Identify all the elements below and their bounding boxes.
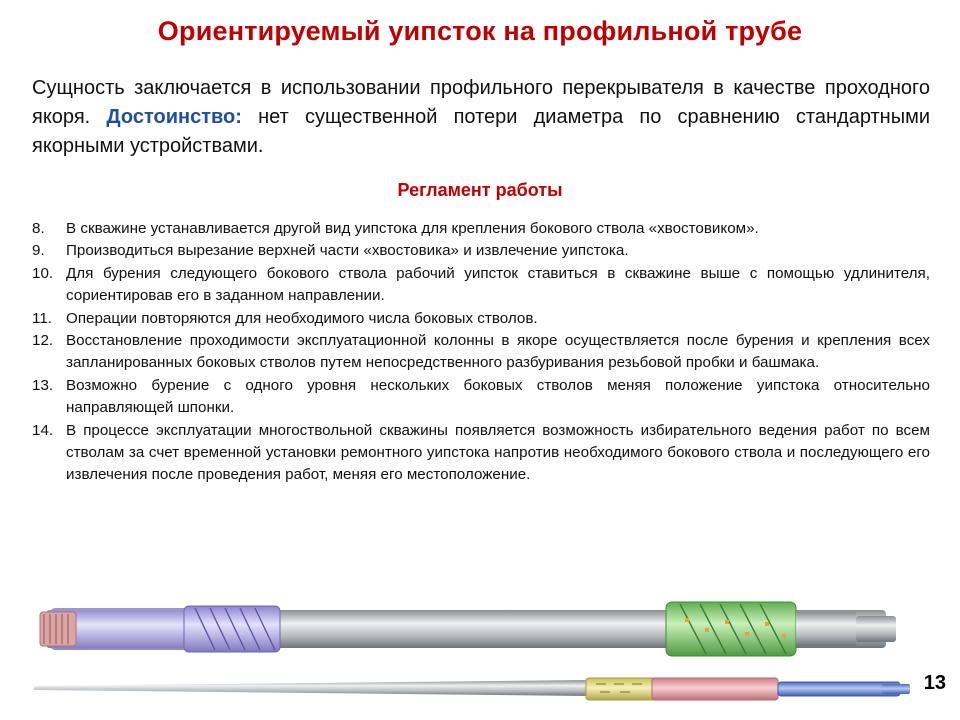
whipstock-tool-illustration <box>30 598 930 704</box>
page-number: 13 <box>923 672 946 694</box>
lower-tool-assembly <box>34 678 910 700</box>
step-number: 14. <box>32 421 54 439</box>
step-text: Производиться вырезание верхней части «хвостовика» и извлечение уипстока. <box>66 242 629 260</box>
step-number: 9. <box>32 242 45 260</box>
intro-text: Сущность заключается в использовании профильного перекрывателя в качестве проходного якоря. <box>32 77 930 128</box>
list-item <box>32 330 930 375</box>
step-number: 12. <box>32 332 54 350</box>
list-item <box>32 240 930 262</box>
threaded-end-section <box>40 612 76 646</box>
green-whipstock-section <box>666 602 796 656</box>
tapered-pipe-body <box>34 680 590 696</box>
step-text: Для бурения следующего бокового ствола рабочий уипсток ставиться в скважине выше с помощью удлинителя, сориентировав его в заданном направлении. <box>66 264 930 305</box>
list-item <box>32 375 930 420</box>
step-text: Операции повторяются для необходимого числа боковых стволов. <box>66 309 538 327</box>
section-heading: Регламент работы <box>397 180 563 200</box>
step-number: 11. <box>32 309 52 327</box>
intro-accent-label: Достоинство: <box>106 106 242 128</box>
step-text: Восстановление проходимости эксплуатационной колонны в якоре осуществляется после бурения и крепления всех запланированных боковых стволов путем непосредственного разбуривания резьбовой пробки и башмака. <box>66 332 930 372</box>
step-text: Возможно бурение с одного уровня нескольких боковых стволов меняя положение уипстока относительно направляющей шпонки. <box>66 376 930 417</box>
pink-section <box>652 678 778 700</box>
blue-section <box>778 682 900 696</box>
list-item <box>32 308 930 330</box>
blue-tip <box>882 684 910 694</box>
yellow-section <box>586 678 656 700</box>
intro-text-continued: нет существенной потери диаметра по сравнению стандартными якорными устройствами. <box>32 106 931 157</box>
list-item <box>32 263 930 308</box>
list-item <box>32 218 930 240</box>
step-number: 8. <box>32 220 45 237</box>
step-text: В скважине устанавливается другой вид уипстока для крепления бокового ствола «хвостовиком». <box>66 220 759 237</box>
step-number: 10. <box>32 264 54 282</box>
pipe-neck <box>796 612 856 646</box>
intro-paragraph <box>32 74 930 161</box>
procedure-steps-list <box>32 218 930 487</box>
list-item <box>32 420 930 487</box>
slide-title: Ориентируемый уипсток на профильной трубе <box>157 16 803 46</box>
upper-tool-assembly <box>40 602 896 656</box>
step-number: 13. <box>32 376 54 394</box>
pipe-end-cap <box>856 616 896 642</box>
step-text: В процессе эксплуатации многоствольной скважины появляется возможность избирательного ведения работ по всем стволам за счет временной установки ремонтного уипстока напротив необходимого бокового ствола и последующего его извлечения после проведения работ, меняя его местоположение. <box>66 421 930 484</box>
